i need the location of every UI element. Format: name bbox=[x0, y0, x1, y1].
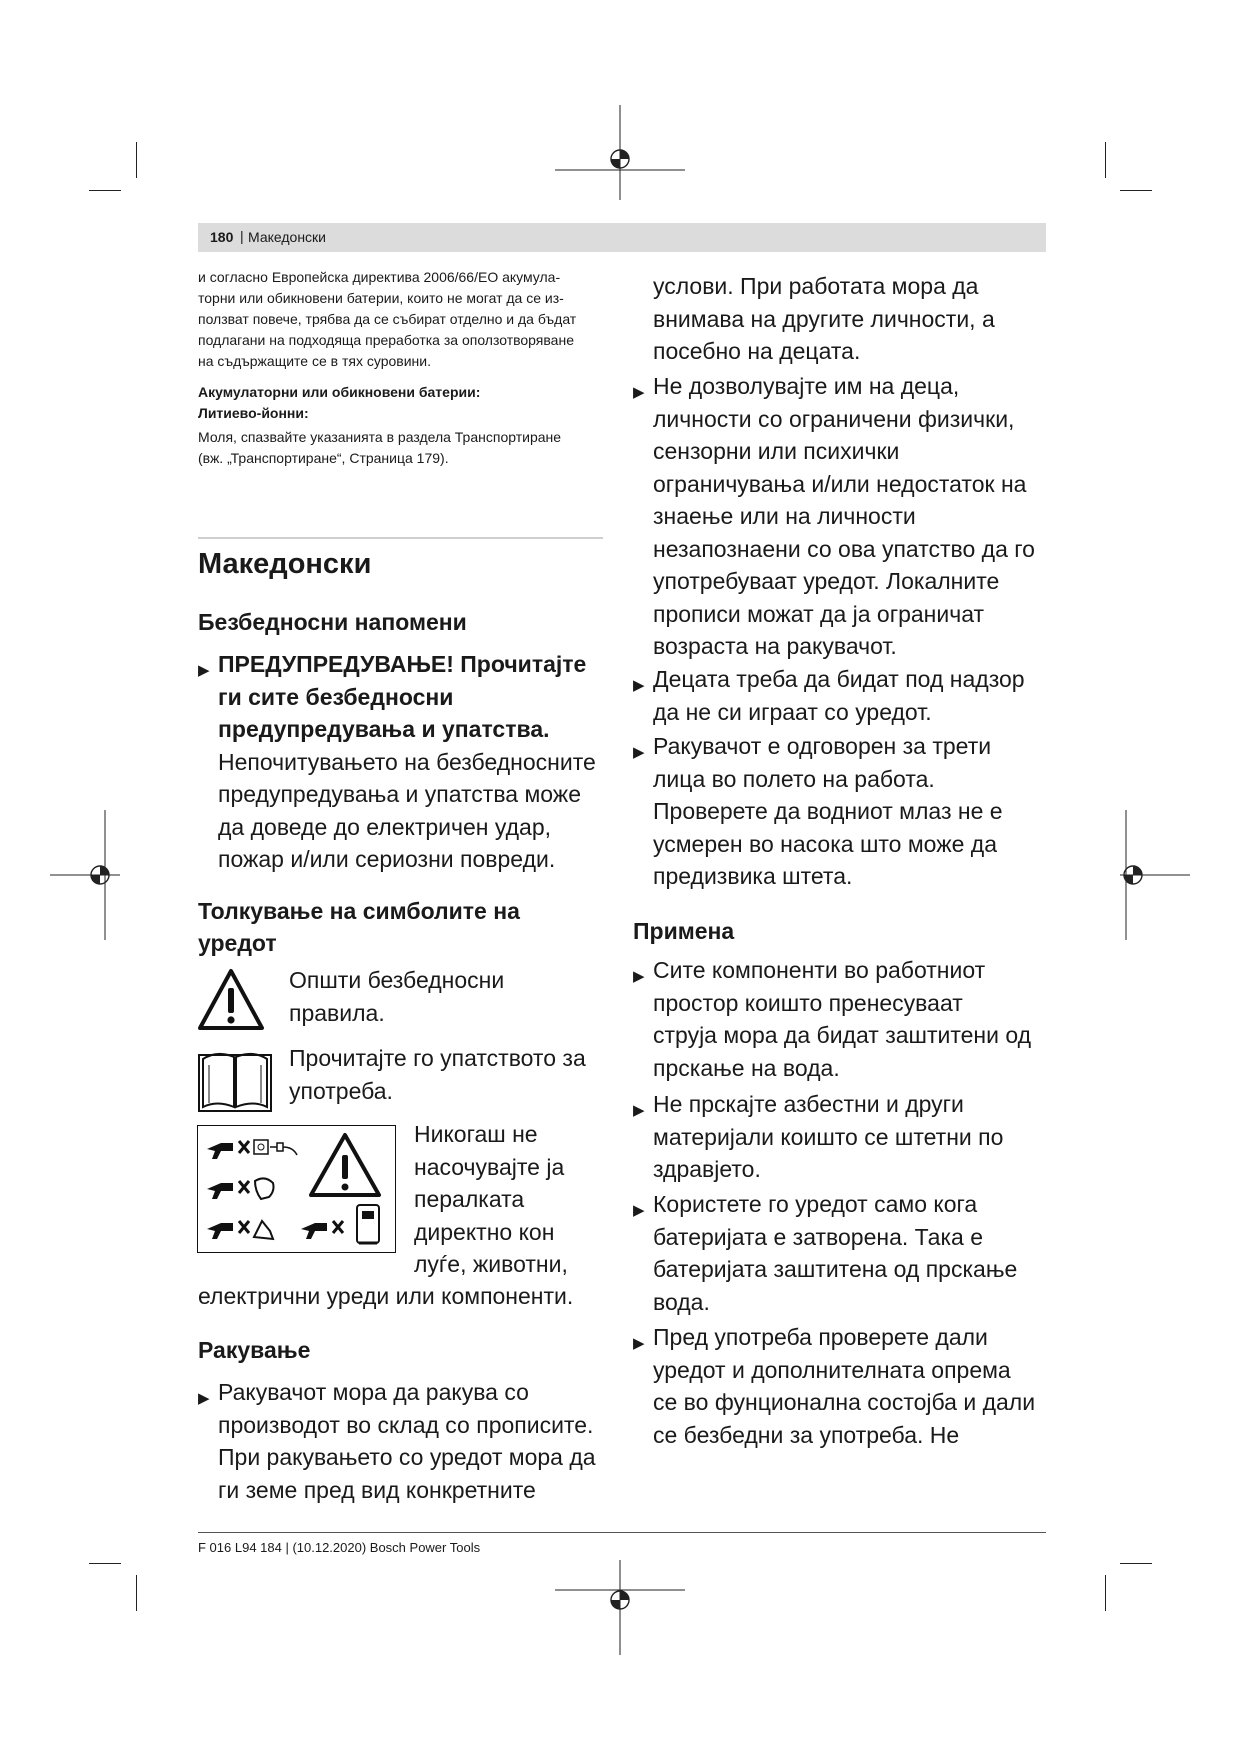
warning-text-line: Непочитувањето на безбедносните bbox=[218, 748, 596, 775]
symbol-text-line: правила. bbox=[289, 999, 385, 1026]
crop-mark bbox=[136, 1575, 137, 1611]
item-line: знаење или на личности bbox=[653, 503, 916, 529]
read-manual-text bbox=[289, 1042, 586, 1107]
item-line: Не дозволувајте им на деца, bbox=[653, 373, 960, 399]
symbol-text-line: луѓе, животни, bbox=[414, 1251, 568, 1277]
safety-heading: Безбедносни напомени bbox=[198, 609, 467, 635]
registration-mark-bottom bbox=[555, 1560, 685, 1655]
item-line: ограничувања и/или недостаток на bbox=[653, 470, 1027, 497]
item-line: Не прскајте азбестни и други bbox=[653, 1091, 964, 1117]
battery-item bbox=[633, 1188, 1053, 1318]
item-line: Користете го уредот само кога bbox=[653, 1191, 978, 1217]
item-line: лица во полето на работа. bbox=[653, 765, 935, 792]
footer-rule bbox=[198, 1532, 1046, 1533]
note-line: Моля, спазвайте указанията в раздела Транспортиране bbox=[198, 429, 562, 445]
bullet-arrow-icon: ▶ bbox=[633, 384, 645, 401]
battery-heading: Акумулаторни или обикновени батерии: bbox=[198, 384, 481, 400]
symbol-text-line: Општи безбедносни bbox=[289, 967, 505, 993]
item-line: Ракувачот е одговорен за трети bbox=[653, 733, 992, 759]
item-line: батеријата заштитена од прскање bbox=[653, 1256, 1018, 1282]
header-language: Македонски bbox=[248, 229, 326, 245]
bullet-arrow-icon: ▶ bbox=[633, 1335, 645, 1352]
item-line: простор коишто пренесуваат bbox=[653, 989, 963, 1016]
header-separator: | bbox=[240, 228, 244, 244]
item-line: сензорни или психички bbox=[653, 438, 900, 464]
symbol-text-line: насочувајте ја bbox=[414, 1153, 565, 1180]
item-line: се безбедни за употреба. Не bbox=[653, 1421, 960, 1448]
asbestos-item bbox=[633, 1088, 1053, 1186]
lithium-heading: Литиево-йонни: bbox=[198, 405, 309, 421]
bullet-arrow-icon: ▶ bbox=[633, 744, 645, 761]
handling-item-continued bbox=[633, 270, 1053, 368]
warning-text-line: да доведе до електричен удар, bbox=[218, 813, 551, 840]
crop-mark bbox=[1105, 1575, 1106, 1611]
children-item bbox=[633, 370, 1053, 663]
item-line: да не си играат со уредот. bbox=[653, 698, 932, 725]
paragraph-line: и согласно Европейска директива 2006/66/ЕО акумула- bbox=[198, 269, 561, 285]
components-item bbox=[633, 954, 1053, 1084]
paragraph-line: подлагани на подходяща преработка за оползотворяване bbox=[198, 332, 574, 348]
item-line: се во фунционална состојба и дали bbox=[653, 1389, 1036, 1415]
item-line: уредот и дополнителната опрема bbox=[653, 1356, 1011, 1383]
bullet-arrow-icon: ▶ bbox=[633, 677, 645, 694]
item-line: употребуваат уредот. Локалните bbox=[653, 568, 1000, 594]
crop-mark bbox=[1120, 1563, 1152, 1564]
item-line: вода. bbox=[653, 1288, 710, 1315]
application-heading: Примена bbox=[633, 918, 735, 944]
page-footer: F 016 L94 184 | (10.12.2020) Bosch Power Tools bbox=[198, 1540, 481, 1555]
page-number: 180 bbox=[210, 229, 234, 245]
bullet-arrow-icon: ▶ bbox=[633, 968, 645, 985]
item-line: возраста на ракувачот. bbox=[653, 633, 897, 659]
item-line: Децата треба да бидат под надзор bbox=[653, 666, 1025, 692]
paragraph-line: ползват повече, трябва да се събират отделно и да бъдат bbox=[198, 311, 577, 327]
registration-mark-right bbox=[1120, 810, 1190, 940]
item-line: здравјето. bbox=[653, 1156, 761, 1182]
item-line: Пред употреба проверете дали bbox=[653, 1324, 988, 1350]
never-spray-text bbox=[414, 1118, 568, 1281]
symbols-heading bbox=[198, 895, 520, 959]
symbol-text-line: Никогаш не bbox=[414, 1121, 538, 1147]
warning-item bbox=[198, 648, 608, 876]
item-line: предизвика штета. bbox=[653, 863, 853, 889]
paragraph-line: торни или обикновени батерии, които не могат да се из- bbox=[198, 290, 564, 306]
item-line: материјали коишто се штетни по bbox=[653, 1123, 1004, 1150]
symbol-text-line: Прочитајте го упатството за bbox=[289, 1045, 586, 1071]
never-spray-continued: електрични уреди или компоненти. bbox=[198, 1283, 574, 1309]
handling-item bbox=[198, 1376, 618, 1506]
item-line: При ракувањето со уредот мора да bbox=[218, 1444, 596, 1470]
item-line: производот во склад со прописите. bbox=[218, 1411, 594, 1438]
registration-mark-top bbox=[555, 105, 685, 200]
crop-mark bbox=[1105, 142, 1106, 178]
check-item bbox=[633, 1321, 1053, 1451]
warning-bold-line: ги сите безбедносни bbox=[218, 683, 454, 710]
manual-book-icon bbox=[197, 1045, 273, 1113]
symbols-heading-line: уредот bbox=[198, 930, 277, 956]
item-line: Ракувачот мора да ракува со bbox=[218, 1379, 529, 1405]
symbol-text-line: пералката bbox=[414, 1186, 525, 1212]
item-line: прскање на вода. bbox=[653, 1054, 840, 1081]
crop-mark bbox=[89, 1563, 121, 1564]
registration-mark-left bbox=[50, 810, 120, 940]
warning-text-line: предупредувања и упатства може bbox=[218, 781, 581, 807]
item-line: личности со ограничени физички, bbox=[653, 405, 1015, 432]
responsible-item bbox=[633, 730, 1053, 893]
item-line: внимава на другите личности, а bbox=[653, 305, 995, 332]
item-line: струја мора да бидат заштитени од bbox=[653, 1022, 1032, 1048]
crop-mark bbox=[1120, 190, 1152, 191]
supervise-item bbox=[633, 663, 1053, 728]
bullet-arrow-icon: ▶ bbox=[633, 1102, 645, 1119]
bullet-arrow-icon: ▶ bbox=[198, 1390, 210, 1407]
item-line: услови. При работата мора да bbox=[653, 273, 979, 299]
item-line: незапознаени со ова упатство да го bbox=[653, 535, 1035, 562]
symbol-text-line: директно кон bbox=[414, 1218, 555, 1245]
item-line: батеријата е затворена. Така е bbox=[653, 1223, 983, 1250]
warning-text-line: пожар и/или сериозни повреди. bbox=[218, 846, 556, 872]
general-safety-text bbox=[289, 964, 504, 1029]
note-line: (вж. „Транспортиране“, Страница 179). bbox=[198, 450, 449, 466]
warning-bold-line: предупредувања и упатства. bbox=[218, 716, 550, 742]
no-spray-symbol-icon bbox=[197, 1125, 396, 1253]
crop-mark bbox=[89, 190, 121, 191]
item-line: усмерен во насока што може да bbox=[653, 830, 997, 857]
handling-heading: Ракување bbox=[198, 1337, 311, 1363]
bullet-arrow-icon: ▶ bbox=[633, 1202, 645, 1219]
item-line: посебно на децата. bbox=[653, 338, 861, 364]
section-title: Македонски bbox=[198, 548, 372, 580]
item-line: прописи можат да ја ограничат bbox=[653, 600, 985, 627]
battery-disposal-block bbox=[198, 267, 608, 469]
page-header bbox=[198, 223, 1046, 252]
section-divider bbox=[198, 537, 603, 539]
bullet-arrow-icon: ▶ bbox=[198, 662, 210, 679]
item-line: Сите компоненти во работниот bbox=[653, 957, 986, 983]
item-line: ги земе пред вид конкретните bbox=[218, 1476, 536, 1503]
warning-triangle-icon bbox=[197, 968, 265, 1032]
paragraph-line: на съдържащите се в тях суровини. bbox=[198, 353, 431, 369]
crop-mark bbox=[136, 142, 137, 178]
item-line: Проверете да водниот млаз не е bbox=[653, 798, 1003, 824]
symbols-heading-line: Толкување на симболите на bbox=[198, 898, 520, 924]
symbol-text-line: употреба. bbox=[289, 1077, 393, 1104]
warning-bold-line: ПРЕДУПРЕДУВАЊЕ! Прочитајте bbox=[218, 651, 587, 677]
